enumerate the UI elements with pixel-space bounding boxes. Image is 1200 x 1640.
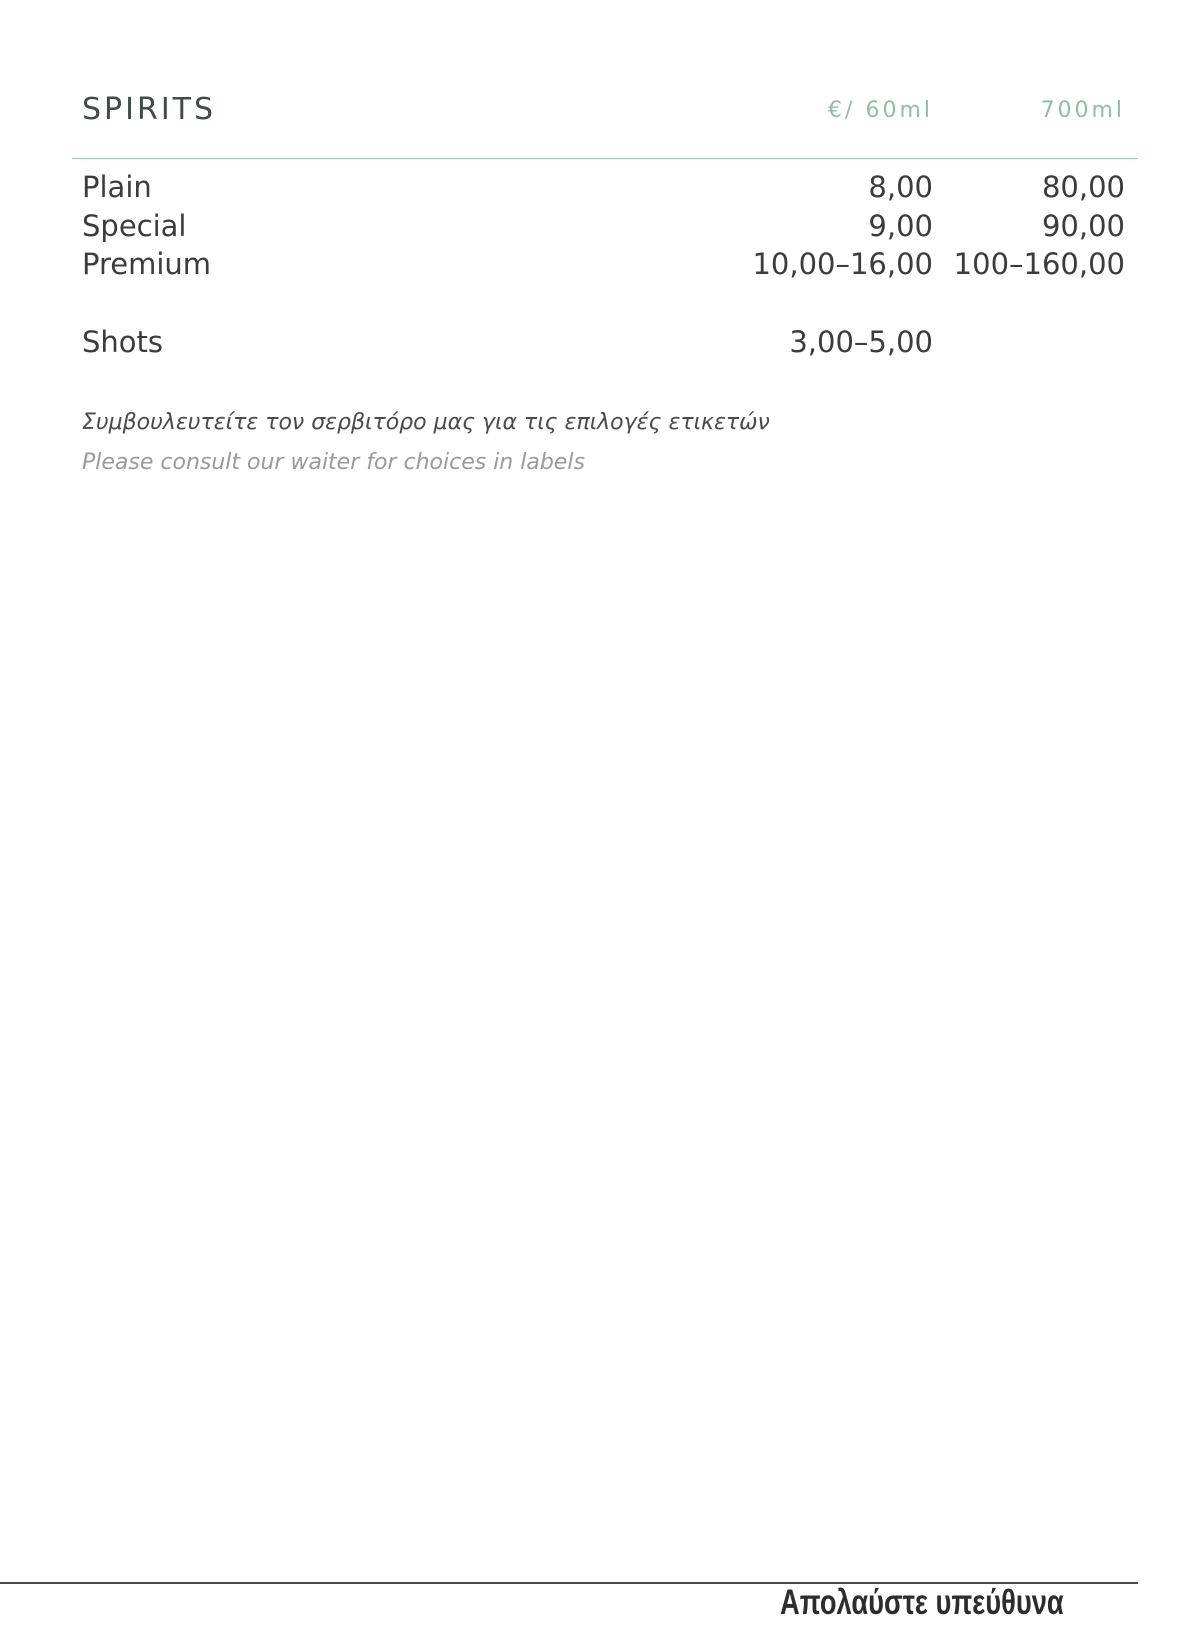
menu-item-special bbox=[0, 209, 1200, 247]
menu-item-shots bbox=[0, 325, 1200, 363]
item-name: Premium bbox=[82, 247, 212, 281]
column-header-700ml: 700ml bbox=[1040, 98, 1125, 123]
menu-item-premium bbox=[0, 247, 1200, 285]
item-name: Plain bbox=[82, 170, 152, 204]
menu-item-plain bbox=[0, 170, 1200, 208]
header-divider bbox=[72, 158, 1138, 159]
item-price-700ml: 90,00 bbox=[1041, 209, 1125, 243]
item-price-60ml: 9,00 bbox=[868, 209, 933, 243]
footer-slogan: Απολαύστε υπεύθυνα bbox=[780, 1583, 1064, 1622]
item-name: Shots bbox=[82, 325, 164, 359]
column-header-60ml: €/ 60ml bbox=[828, 98, 933, 123]
note-english: Please consult our waiter for choices in labels bbox=[82, 450, 585, 475]
item-price-60ml: 3,00–5,00 bbox=[789, 325, 933, 359]
item-price-60ml: 10,00–16,00 bbox=[752, 247, 933, 281]
section-title: SPIRITS bbox=[82, 92, 217, 127]
note-greek: Συμβουλευτείτε τον σερβιτόρο μας για τις επιλογές ετικετών bbox=[82, 410, 770, 435]
item-price-700ml: 80,00 bbox=[1041, 170, 1125, 204]
item-name: Special bbox=[82, 209, 187, 243]
item-price-60ml: 8,00 bbox=[868, 170, 933, 204]
item-price-700ml: 100–160,00 bbox=[953, 247, 1125, 281]
